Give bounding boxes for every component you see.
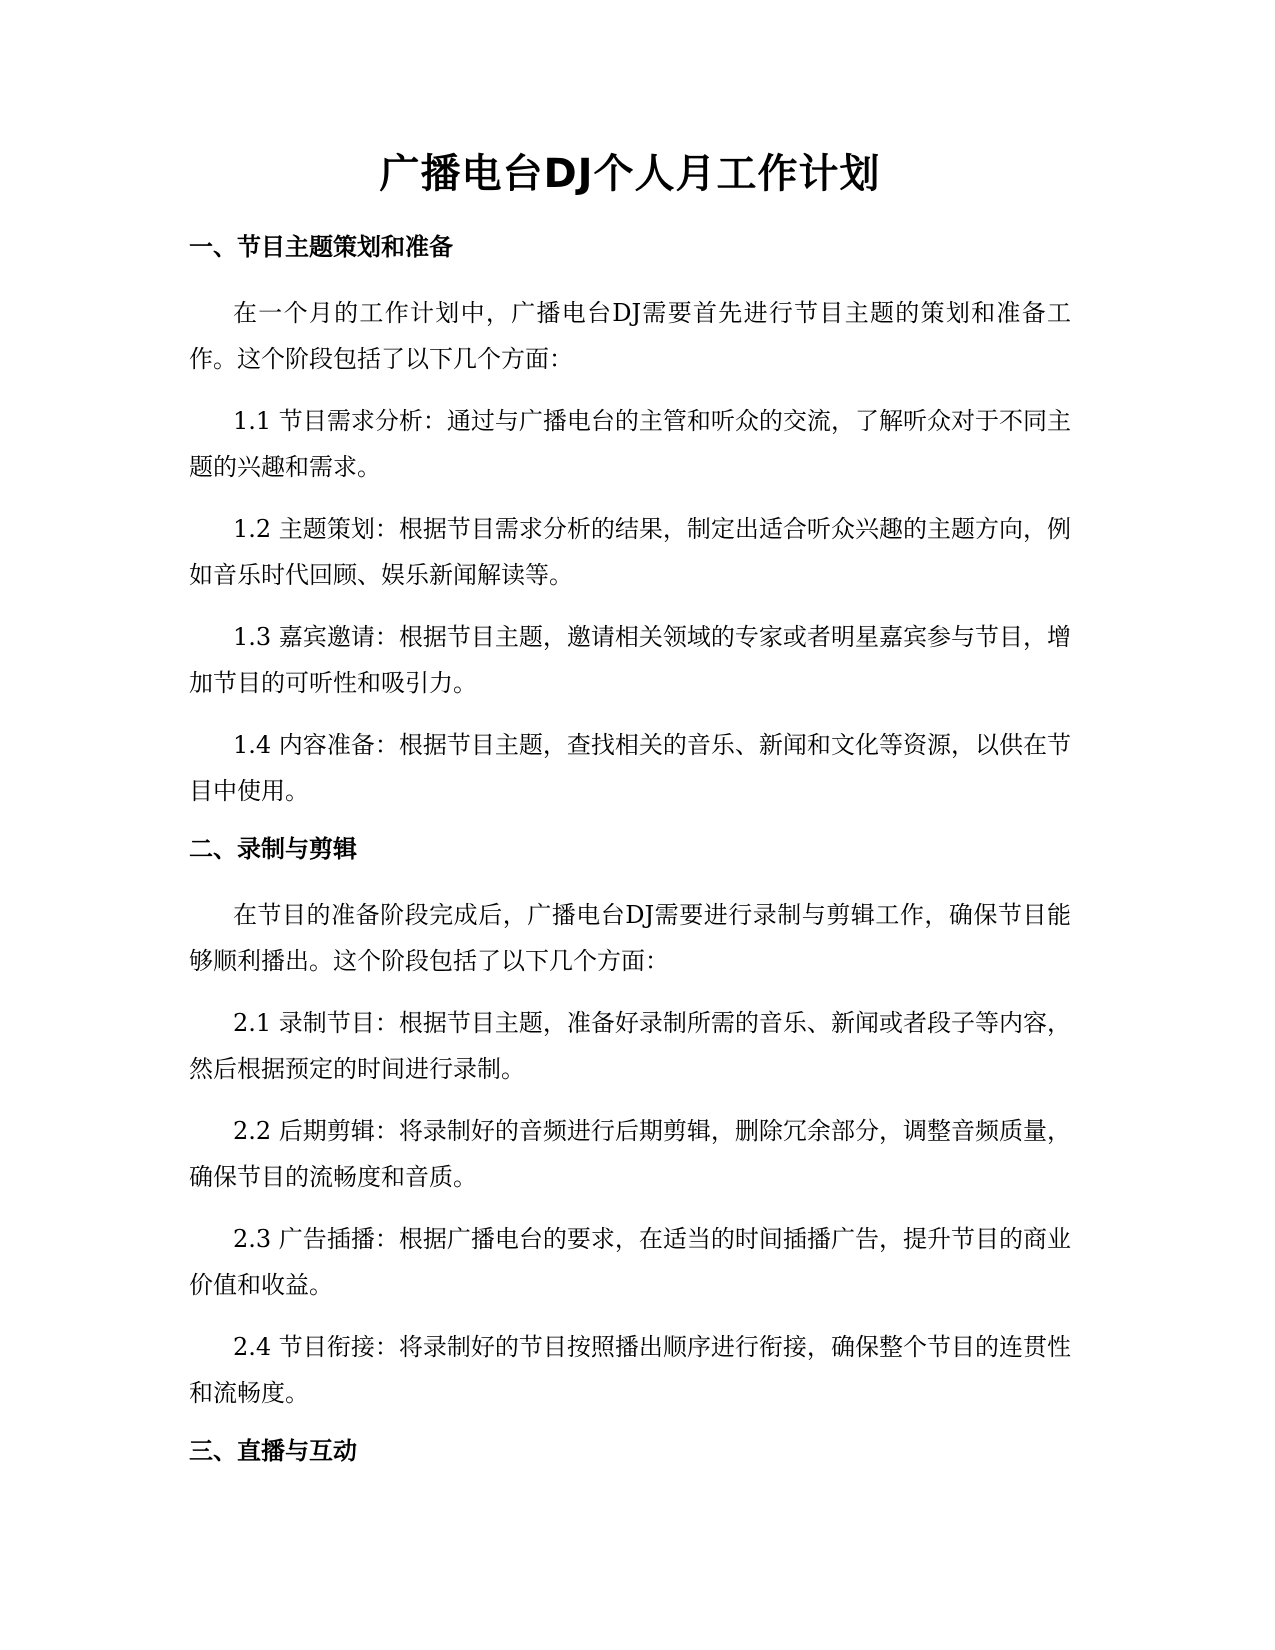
- paragraph-2-2: 2.2 后期剪辑：将录制好的音频进行后期剪辑，删除冗余部分，调整音频质量，确保节目的流畅度和音质。: [189, 1117, 1071, 1191]
- paragraph-1-1: 1.1 节目需求分析：通过与广播电台的主管和听众的交流，了解听众对于不同主题的兴趣和需求。: [189, 407, 1071, 481]
- document-title: 广播电台DJ个人月工作计划: [379, 151, 881, 197]
- paragraph-2-3: 2.3 广告插播：根据广播电台的要求，在适当的时间插播广告，提升节目的商业价值和收益。: [189, 1225, 1071, 1299]
- paragraph-1-4: 1.4 内容准备：根据节目主题，查找相关的音乐、新闻和文化等资源，以供在节目中使用。: [189, 731, 1071, 805]
- paragraph-1-intro: 在一个月的工作计划中，广播电台DJ需要首先进行节目主题的策划和准备工作。这个阶段包括了以下几个方面：: [189, 299, 1071, 373]
- paragraph-1-3: 1.3 嘉宾邀请：根据节目主题，邀请相关领域的专家或者明星嘉宾参与节目，增加节目的可听性和吸引力。: [189, 623, 1071, 697]
- paragraph-1-2: 1.2 主题策划：根据节目需求分析的结果，制定出适合听众兴趣的主题方向，例如音乐时代回顾、娱乐新闻解读等。: [189, 515, 1071, 589]
- paragraph-2-intro: 在节目的准备阶段完成后，广播电台DJ需要进行录制与剪辑工作，确保节目能够顺利播出。这个阶段包括了以下几个方面：: [189, 901, 1071, 975]
- section-heading-1: 一、节目主题策划和准备: [189, 233, 453, 261]
- document-body: [189, 146, 1071, 1468]
- section-heading-3: 三、直播与互动: [189, 1437, 357, 1465]
- paragraph-2-1: 2.1 录制节目：根据节目主题，准备好录制所需的音乐、新闻或者段子等内容，然后根据预定的时间进行录制。: [189, 1009, 1071, 1083]
- paragraph-2-4: 2.4 节目衔接：将录制好的节目按照播出顺序进行衔接，确保整个节目的连贯性和流畅度。: [189, 1333, 1071, 1407]
- section-heading-2: 二、录制与剪辑: [189, 835, 357, 863]
